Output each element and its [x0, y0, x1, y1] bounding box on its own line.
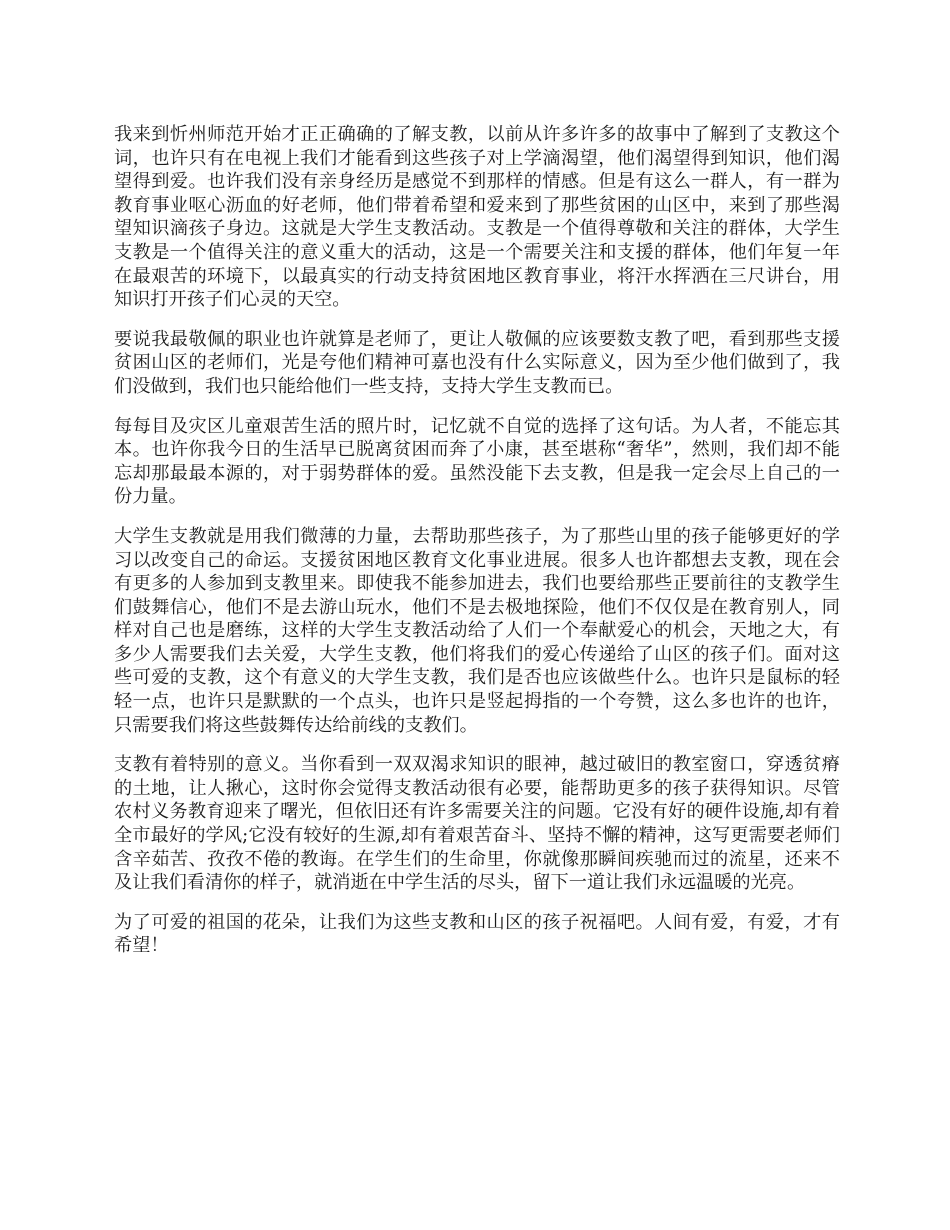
paragraph-1: 我来到忻州师范开始才正正确确的了解支教，以前从许多许多的故事中了解到了支教这个词，也许只有在电视上我们才能看到这些孩子对上学滴渴望，他们渴望得到知识，他们渴望得到爱。也许我们没有亲身经历是感觉不到那样的情感。但是有这么一群人，有一群为教育事业呕心沥血的好老师，他们带着希望和爱来到了那些贫困的山区中，来到了那些渴望知识滴孩子身边。这就是大学生支教活动。支教是一个值得尊敬和关注的群体，大学生支教是一个值得关注的意义重大的活动，这是一个需要关注和支援的群体，他们年复一年在最艰苦的环境下，以最真实的行动支持贫困地区教育事业，将汗水挥洒在三尺讲台，用知识打开孩子们心灵的天空。 — [114, 124, 840, 311]
paragraph-4: 大学生支教就是用我们微薄的力量，去帮助那些孩子，为了那些山里的孩子能够更好的学习以改变自己的命运。支援贫困地区教育文化事业进展。很多人也许都想去支教，现在会有更多的人参加到支教里来。即使我不能参加进去，我们也要给那些正要前往的支教学生们鼓舞信心，他们不是去游山玩水，他们不是去极地探险，他们不仅仅是在教育别人，同样对自己也是磨练，这样的大学生支教活动给了人们一个奉献爱心的机会，天地之大，有多少人需要我们去关爱，大学生支教，他们将我们的爱心传递给了山区的孩子们。面对这些可爱的支教，这个有意义的大学生支教，我们是否也应该做些什么。也许只是鼠标的轻轻一点，也许只是默默的一个点头，也许只是竖起拇指的一个夸赞，这么多也许的也许，只需要我们将这些鼓舞传达给前线的支教们。 — [114, 525, 840, 736]
paragraph-5: 支教有着特别的意义。当你看到一双双渴求知识的眼神，越过破旧的教室窗口，穿透贫瘠的土地，让人揪心，这时你会觉得支教活动很有必要，能帮助更多的孩子获得知识。尽管农村义务教育迎来了曙光，但依旧还有许多需要关注的问题。它没有好的硬件设施,却有着全市最好的学风;它没有较好的生源,却有着艰苦奋斗、坚持不懈的精神，这写更需要老师们含辛茹苦、孜孜不倦的教诲。在学生们的生命里，你就像那瞬间疾驰而过的流星，还来不及让我们看清你的样子，就消逝在中学生活的尽头，留下一道让我们永远温暖的光亮。 — [114, 754, 840, 894]
document-body — [114, 123, 840, 974]
paragraph-2: 要说我最敬佩的职业也许就算是老师了，更让人敬佩的应该要数支教了吧，看到那些支援贫困山区的老师们，光是夸他们精神可嘉也没有什么实际意义，因为至少他们做到了，我们没做到，我们也只能给他们一些支持，支持大学生支教而已。 — [114, 328, 840, 397]
paragraph-3: 每每目及灾区儿童艰苦生活的照片时，记忆就不自觉的选择了这句话。为人者，不能忘其本。也许你我今日的生活早已脱离贫困而奔了小康，甚至堪称“奢华”，然则，我们却不能忘却那最最本源的，对于弱势群体的爱。虽然没能下去支教，但是我一定会尽上自己的一份力量。 — [114, 415, 840, 508]
paragraph-6: 为了可爱的祖国的花朵，让我们为这些支教和山区的孩子祝福吧。人间有爱，有爱，才有希望！ — [114, 911, 840, 957]
